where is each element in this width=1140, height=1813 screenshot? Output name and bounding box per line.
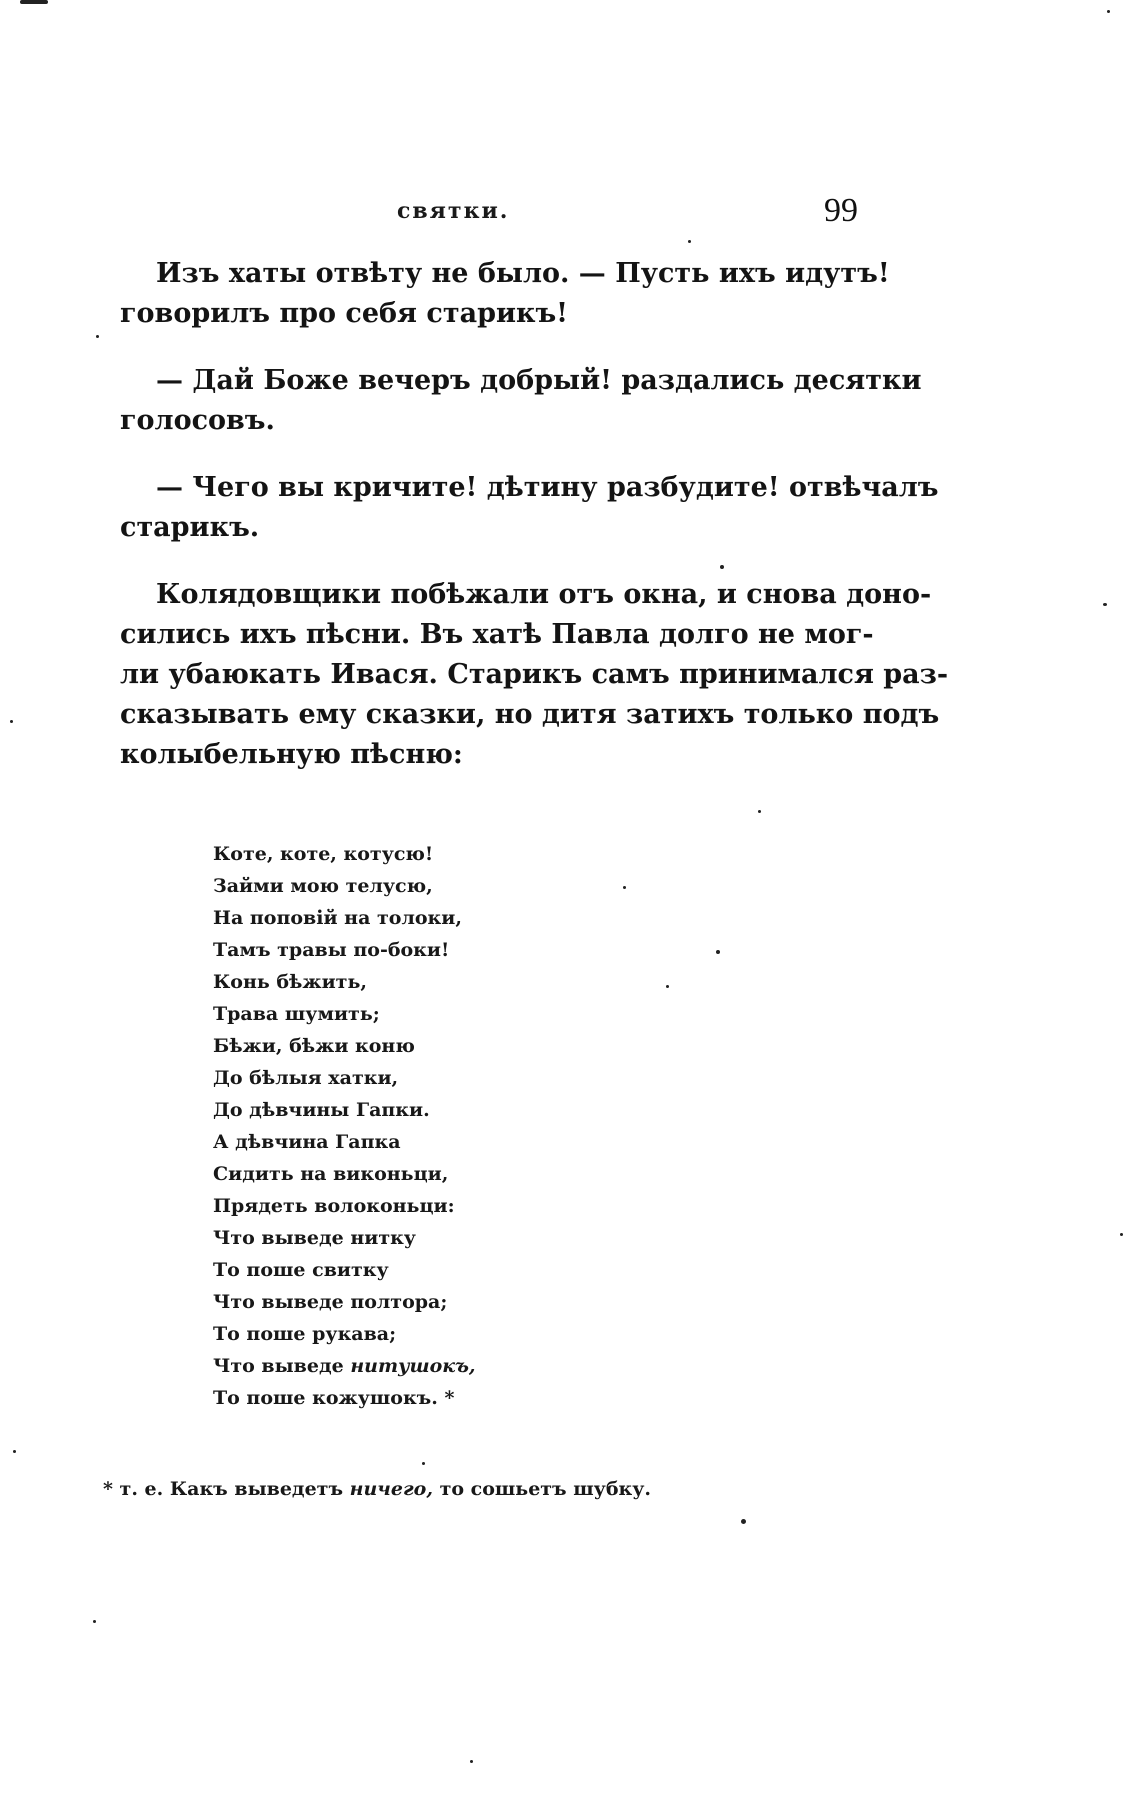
footnote-suffix: то сошьетъ шубку. [439,1478,651,1500]
scan-speck [93,1620,96,1623]
running-head: святки. [397,198,510,224]
page-number: 99 [824,192,858,229]
scan-speck [1107,10,1110,13]
lullaby-verse [213,838,633,1414]
verse-line: До дѣвчины Гапки. [213,1099,430,1121]
footnote-prefix: * т. е. Какъ выведетъ [103,1478,344,1500]
paragraph [120,575,949,775]
verse-line: Что выведе полтора; [213,1291,448,1313]
footnote-italic: ничего, [349,1478,433,1500]
scan-speck [623,886,626,889]
paragraph [120,361,922,441]
verse-line: Бѣжи, бѣжи коню [213,1035,415,1057]
scan-speck [1120,1233,1123,1236]
scan-speck [470,1760,473,1763]
paragraph [120,254,890,334]
verse-line: Сидить на виконьци, [213,1163,449,1185]
page-header [120,192,858,232]
text-line: сились ихъ пѣсни. Въ хатѣ Павла долго не мог- [120,619,874,650]
text-line: старикъ. [120,512,260,543]
verse-line-start: Что выведе [213,1355,344,1377]
paragraph [120,468,939,548]
verse-line: Тамъ травы по-боки! [213,939,450,961]
scan-speck [758,810,761,813]
verse-line: Конь бѣжить, [213,971,367,993]
body-text [120,254,949,802]
verse-line: Трава шумить; [213,1003,380,1025]
scan-speck [688,240,691,243]
scan-speck [20,0,48,4]
verse-line: А дѣвчина Гапка [213,1131,401,1153]
verse-line: То поше кожушокъ. * [213,1387,455,1409]
scan-speck [10,720,13,723]
verse-line: Прядеть волоконьци: [213,1195,455,1217]
text-line: голосовъ. [120,405,275,436]
verse-line: До бѣлыя хатки, [213,1067,399,1089]
footnote [103,1475,723,1503]
verse-line [213,1350,633,1382]
scan-speck [741,1519,746,1524]
scan-speck [720,565,724,569]
text-line: — Чего вы кричите! дѣтину разбудите! отвѣчалъ [156,472,939,503]
verse-italic-word: нитушокъ, [350,1355,476,1377]
text-line: ли убаюкать Ивася. Старикъ самъ принимался раз- [120,659,949,690]
text-line: — Дай Боже вечеръ добрый! раздались десятки [156,365,922,396]
text-line: Изъ хаты отвѣту не было. — Пусть ихъ идутъ! [156,258,890,289]
verse-line: Займи мою телусю, [213,875,433,897]
verse-line: На поповій на толоки, [213,907,462,929]
scan-speck [96,335,99,338]
scan-speck [13,1450,16,1453]
scan-speck [666,985,669,988]
text-line: говорилъ про себя старикъ! [120,298,569,329]
scan-speck [716,950,720,954]
verse-line: То поше рукава; [213,1323,397,1345]
scan-speck [1103,603,1107,606]
verse-line: Что выведе нитку [213,1227,416,1249]
text-line: Колядовщики побѣжали отъ окна, и снова доно- [156,579,932,610]
verse-line: То поше свитку [213,1259,389,1281]
scan-speck [422,1462,425,1465]
text-line: сказывать ему сказки, но дитя затихъ только подъ [120,699,940,730]
verse-line: Коте, коте, котусю! [213,843,434,865]
text-line: колыбельную пѣсню: [120,739,463,770]
